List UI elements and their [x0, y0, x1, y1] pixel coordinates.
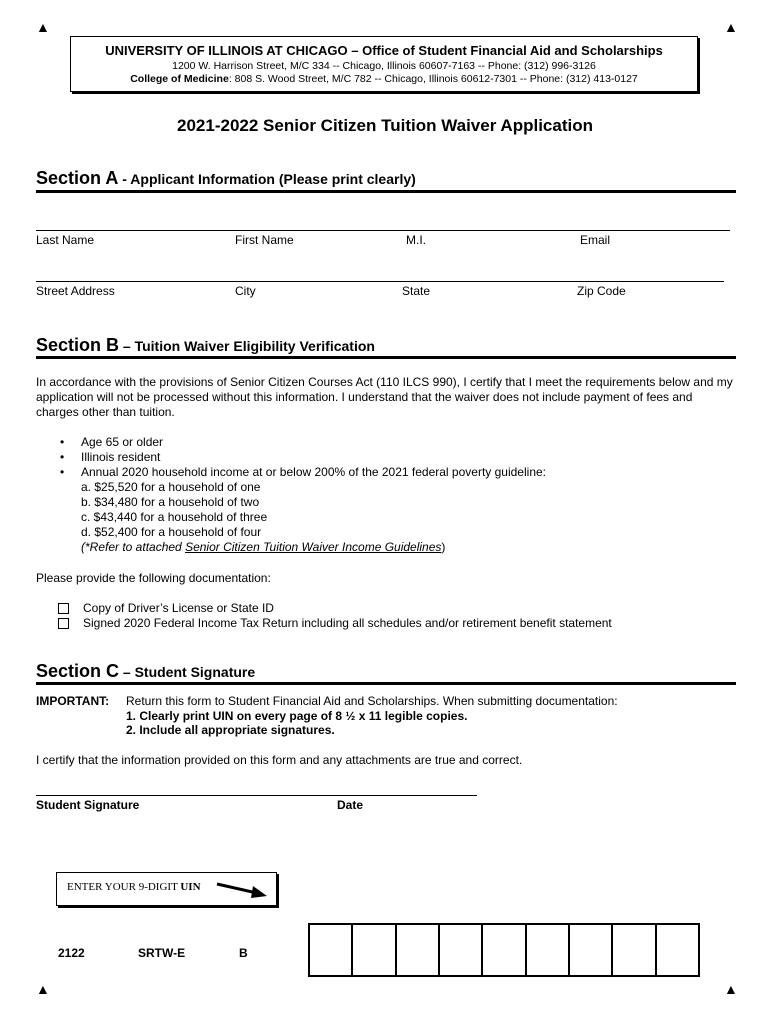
form-code-id: SRTW-E — [138, 946, 186, 960]
applicant-address-line[interactable] — [36, 281, 724, 282]
uin-prompt-bold: UIN — [180, 881, 201, 893]
certification-statement: I certify that the information provided on this form and any attachments are true and correct. — [36, 753, 523, 767]
bullet-icon: • — [60, 435, 65, 449]
section-c-title: – Student Signature — [119, 664, 256, 680]
letterhead-title: UNIVERSITY OF ILLINOIS AT CHICAGO – Office of Student Financial Aid and Scholarships — [105, 43, 663, 58]
college-address: : 808 S. Wood Street, M/C 782 -- Chicago, Illinois 60612-7301 -- Phone: (312) 413-0127 — [228, 73, 638, 85]
important-step-2: 2. Include all appropriate signatures. — [126, 723, 335, 737]
letterhead-address: 1200 W. Harrison Street, M/C 334 -- Chicago, Illinois 60607-7163 -- Phone: (312) 996-3126 — [172, 60, 596, 72]
uin-digit-cell[interactable] — [353, 923, 396, 977]
corner-marker-top-left: ▲ — [36, 19, 50, 35]
label-street-address: Street Address — [36, 284, 115, 298]
label-date: Date — [337, 798, 364, 812]
form-code-version: B — [239, 946, 248, 960]
corner-marker-bottom-left: ▲ — [36, 981, 50, 997]
documentation-intro: Please provide the following documentation: — [36, 571, 271, 585]
income-item: b. $34,480 for a household of two — [81, 495, 260, 509]
uin-digit-cell[interactable] — [440, 923, 483, 977]
uin-digit-cell[interactable] — [308, 923, 353, 977]
bullet-text: Illinois resident — [81, 450, 161, 464]
corner-marker-top-right: ▲ — [724, 19, 738, 35]
signature-line[interactable] — [36, 795, 477, 796]
doc-label: Copy of Driver’s License or State ID — [83, 601, 274, 615]
section-b-letter: Section B — [36, 335, 120, 355]
important-text: Return this form to Student Financial Aid and Scholarships. When submitting documentation: — [126, 694, 618, 708]
label-last-name: Last Name — [36, 233, 95, 247]
bullet-icon: • — [60, 450, 65, 464]
label-city: City — [235, 284, 256, 298]
list-item — [58, 616, 612, 631]
section-b-rule — [36, 356, 736, 359]
applicant-name-line[interactable] — [36, 230, 730, 231]
uin-prompt-box — [56, 872, 277, 906]
list-item — [58, 601, 612, 616]
important-label: IMPORTANT: — [36, 694, 110, 708]
section-a-title: - Applicant Information (Please print clearly) — [118, 171, 416, 187]
checkbox-drivers-license[interactable] — [58, 603, 69, 614]
section-c-rule — [36, 682, 736, 685]
income-item: c. $43,440 for a household of three — [81, 510, 268, 524]
label-student-signature: Student Signature — [36, 798, 140, 812]
income-guidelines-link[interactable]: Senior Citizen Tuition Waiver Income Guidelines — [185, 540, 442, 554]
letterhead-box — [70, 36, 698, 92]
income-item: d. $52,400 for a household of four — [81, 525, 262, 539]
bullet-icon: • — [60, 465, 65, 479]
arrow-right-icon — [215, 880, 269, 900]
college-name: College of Medicine — [130, 73, 229, 85]
section-c-heading — [36, 661, 255, 682]
bullet-text: Annual 2020 household income at or below 200% of the 2021 federal poverty guideline: — [81, 465, 546, 479]
list-item — [60, 450, 546, 465]
section-c-letter: Section C — [36, 661, 120, 681]
label-email: Email — [580, 233, 611, 247]
section-b-title: – Tuition Waiver Eligibility Verification — [119, 338, 375, 354]
uin-digit-cell[interactable] — [613, 923, 656, 977]
income-item: a. $25,520 for a household of one — [81, 480, 261, 494]
bullet-text: Age 65 or older — [81, 435, 164, 449]
uin-digit-grid — [308, 923, 700, 977]
refer-suffix: ) — [441, 540, 446, 554]
uin-digit-cell[interactable] — [570, 923, 613, 977]
list-item — [60, 465, 546, 480]
section-a-rule — [36, 190, 736, 193]
uin-digit-cell[interactable] — [527, 923, 570, 977]
checkbox-tax-return[interactable] — [58, 618, 69, 629]
eligibility-intro: In accordance with the provisions of Senior Citizen Courses Act (110 ILCS 990), I certify that I meet the requirements below and my application will not be processed without this information. I understand that the waiver does not include payment of fees and charges other than tuition. — [36, 375, 733, 419]
income-guidelines-reference — [60, 540, 546, 555]
list-item — [60, 435, 546, 450]
uin-prompt-text: ENTER YOUR 9-DIGIT — [67, 881, 181, 893]
label-mi: M.I. — [406, 233, 426, 247]
letterhead-college — [71, 73, 697, 85]
section-a-letter: Section A — [36, 168, 119, 188]
important-step-1: 1. Clearly print UIN on every page of 8 ½ x 11 legible copies. — [126, 709, 468, 723]
label-state: State — [402, 284, 431, 298]
documentation-checklist — [58, 601, 612, 631]
refer-prefix: (*Refer to attached — [81, 540, 186, 554]
form-code-year: 2122 — [58, 946, 85, 960]
uin-digit-cell[interactable] — [483, 923, 526, 977]
uin-digit-cell[interactable] — [657, 923, 700, 977]
section-b-heading — [36, 335, 375, 356]
label-zip-code: Zip Code — [577, 284, 626, 298]
doc-label: Signed 2020 Federal Income Tax Return including all schedules and/or retirement benefit statement — [83, 616, 612, 630]
label-first-name: First Name — [235, 233, 294, 247]
corner-marker-bottom-right: ▲ — [724, 981, 738, 997]
section-a-heading — [36, 168, 416, 189]
eligibility-list — [60, 435, 546, 555]
uin-digit-cell[interactable] — [397, 923, 440, 977]
uin-prompt — [67, 881, 201, 893]
form-title: 2021-2022 Senior Citizen Tuition Waiver Application — [177, 116, 593, 135]
